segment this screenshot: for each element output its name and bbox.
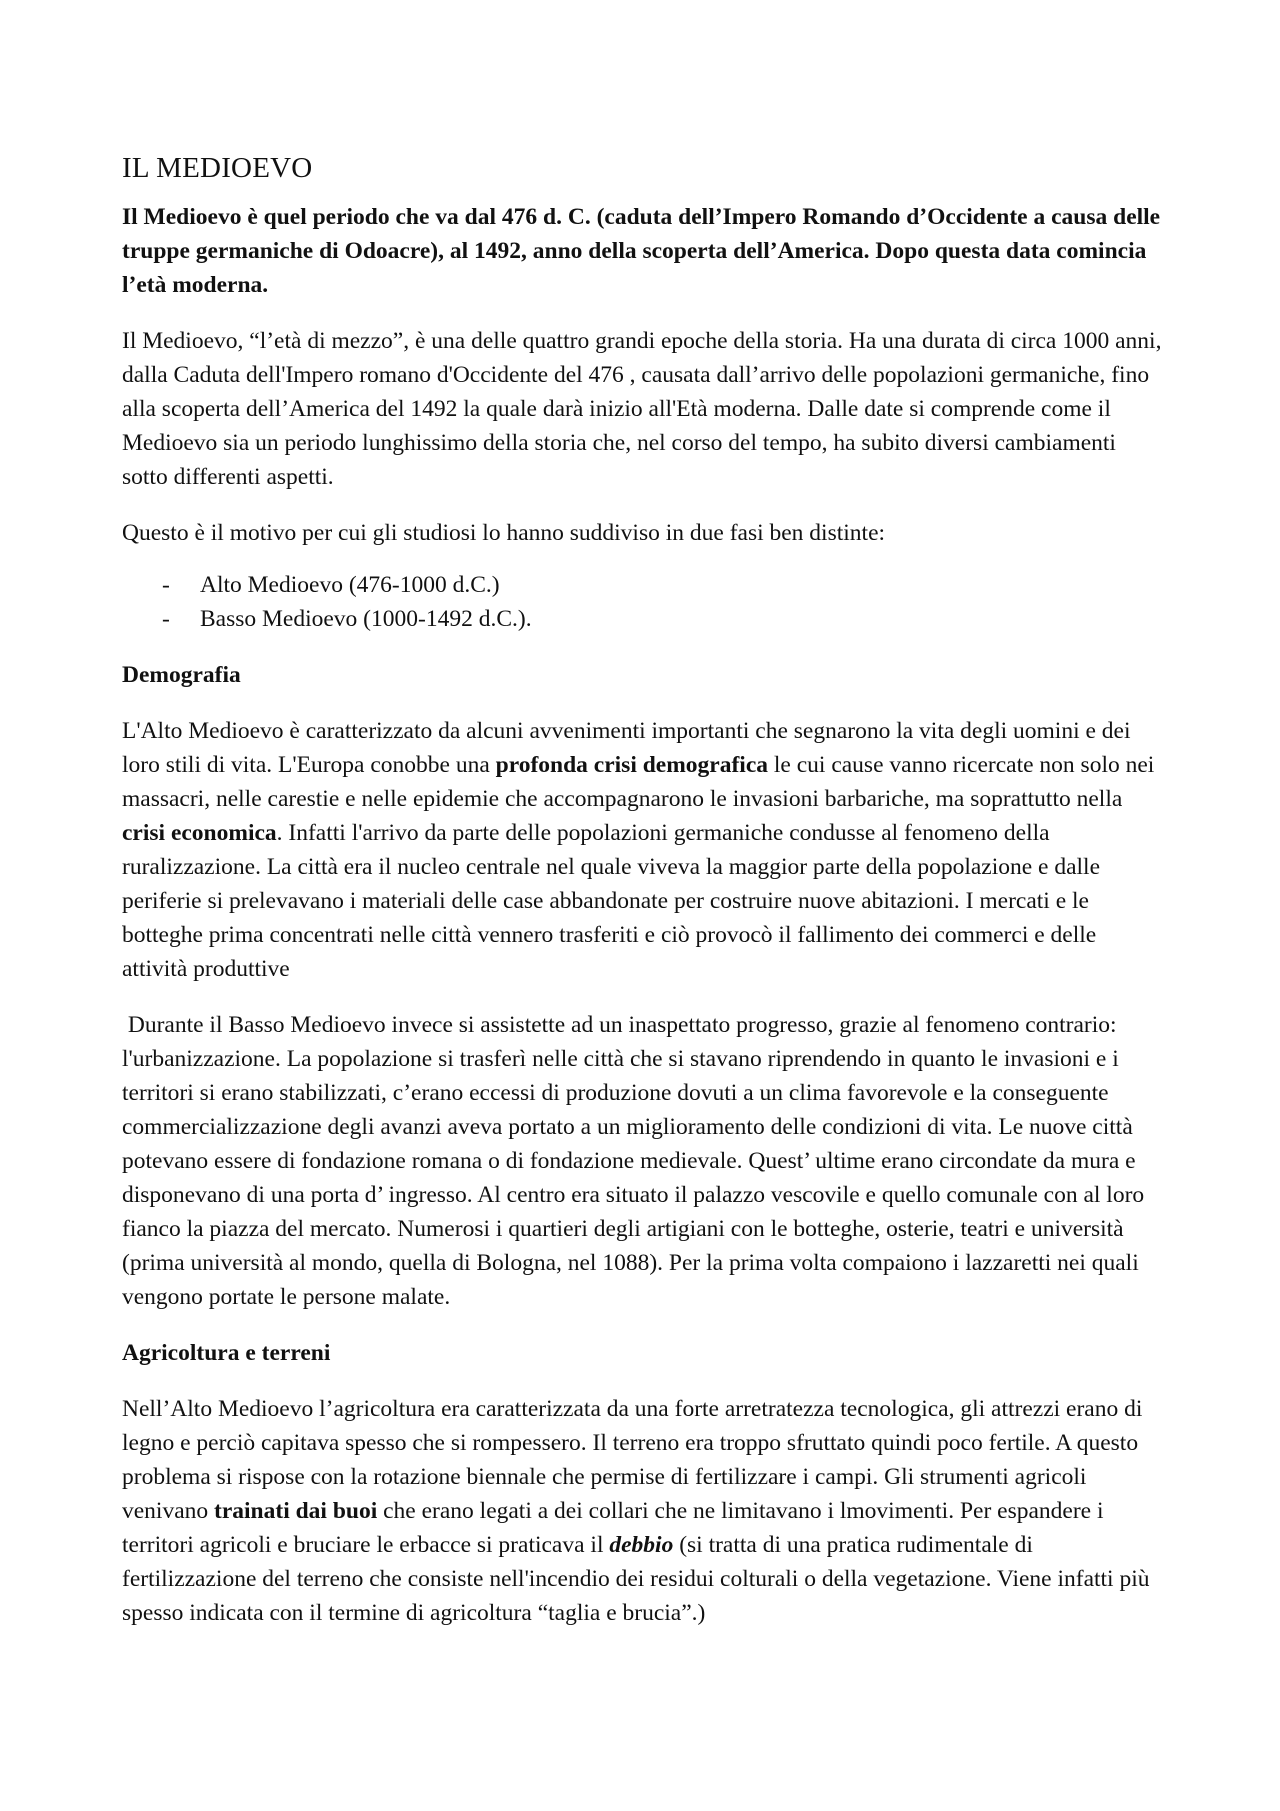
text-run: L'Alto Medioevo è caratterizzato da alcuni avvenimenti importanti che segnarono la vita degli uomini e dei loro stili di vita. L'Europa conobbe una — [122, 718, 1131, 778]
list-item — [122, 568, 1167, 602]
intro-paragraph: Il Medioevo è quel periodo che va dal 476 d. C. (caduta dell’Impero Romando d’Occidente a causa delle truppe germaniche di Odoacre), al 1492, anno della scoperta dell’America. Dopo questa data comincia l’età moderna. — [122, 204, 1161, 298]
document-page — [122, 150, 1167, 1652]
section-heading-agricoltura: Agricoltura e terreni — [122, 1340, 331, 1366]
document-title: IL MEDIOEVO — [122, 152, 313, 184]
emphasis-debbio: debbio — [609, 1532, 674, 1558]
text-run: Nell’Alto Medioevo l’agricoltura era caratterizzata da una forte arretratezza tecnologica, gli attrezzi erano di legno e perciò capitava spesso che si rompessero. Il terreno era troppo sfruttato quindi poco fertile. A questo problema si rispose con la rotazione biennale che permise di fertilizzare i campi. Gli strumenti agricoli venivano — [122, 1396, 1143, 1524]
section-heading-demografia: Demografia — [122, 662, 241, 688]
text-run: le cui cause vanno ricercate non solo nei massacri, nelle carestie e nelle epidemie che accompagnarono le invasioni barbariche, ma soprattutto nella — [122, 752, 1155, 812]
text-run: che erano legati a dei collari che ne limitavano i lmovimenti. Per espandere i territori agricoli e bruciare le erbacce si praticava il — [122, 1498, 1104, 1558]
paragraph-epoche: Il Medioevo, “l’età di mezzo”, è una delle quattro grandi epoche della storia. Ha una durata di circa 1000 anni, dalla Caduta dell'Impero romano d'Occidente del 476 , causata dall’arrivo delle popolazioni germaniche, fino alla scoperta dell’America del 1492 la quale darà inizio all'Età moderna. Dalle date si comprende come il Medioevo sia un periodo lunghissimo della storia che, nel corso del tempo, ha subito diversi cambiamenti sotto differenti aspetti. — [122, 328, 1162, 490]
list-item — [122, 602, 1167, 636]
emphasis-crisi-economica: crisi economica — [122, 820, 277, 846]
dash-bullet: - — [162, 606, 170, 632]
paragraph-agricoltura — [122, 1392, 1167, 1630]
list-item-text: Basso Medioevo (1000-1492 d.C.). — [200, 606, 532, 632]
dash-bullet: - — [162, 572, 170, 598]
text-run: . Infatti l'arrivo da parte delle popolazioni germaniche condusse al fenomeno della ruralizzazione. La città era il nucleo centrale nel quale viveva la maggior parte della popolazione e dalle periferie si prelevavano i materiali delle case abbandonate per costruire nuove abitazioni. I mercati e le botteghe prima concentrati nelle città vennero trasferiti e ciò provocò il fallimento dei commerci e delle attività produttive — [122, 820, 1101, 982]
list-item-text: Alto Medioevo (476-1000 d.C.) — [200, 572, 500, 598]
paragraph-demografia-basso: Durante il Basso Medioevo invece si assistette ad un inaspettato progresso, grazie al fenomeno contrario: l'urbanizzazione. La popolazione si trasferì nelle città che si stavano riprendendo in quanto le invasioni e i territori si erano stabilizzati, c’erano eccessi di produzione dovuti a un clima favorevole e la conseguente commercializzazione degli avanzi aveva portato a un miglioramento delle condizioni di vita. Le nuove città potevano essere di fondazione romana o di fondazione medievale. Quest’ ultime erano circondate da mura e disponevano di una porta d’ ingresso. Al centro era situato il palazzo vescovile e quello comunale con al loro fianco la piazza del mercato. Numerosi i quartieri degli artigiani con le botteghe, osterie, teatri e università (prima università al mondo, quella di Bologna, nel 1088). Per la prima volta compaiono i lazzaretti nei quali vengono portate le persone malate. — [122, 1012, 1151, 1310]
paragraph-demografia-alto — [122, 714, 1167, 986]
emphasis-crisi-demografica: profonda crisi demografica — [495, 752, 769, 778]
emphasis-trainati-buoi: trainati dai buoi — [214, 1498, 378, 1524]
phases-list — [122, 568, 1167, 636]
paragraph-fasi: Questo è il motivo per cui gli studiosi lo hanno suddiviso in due fasi ben distinte: — [122, 520, 886, 546]
text-run: (si tratta di una pratica rudimentale di fertilizzazione del terreno che consiste nell'incendio dei residui colturali o della vegetazione. Viene infatti più spesso indicata con il termine di agricoltura “taglia e brucia”.) — [122, 1532, 1150, 1626]
